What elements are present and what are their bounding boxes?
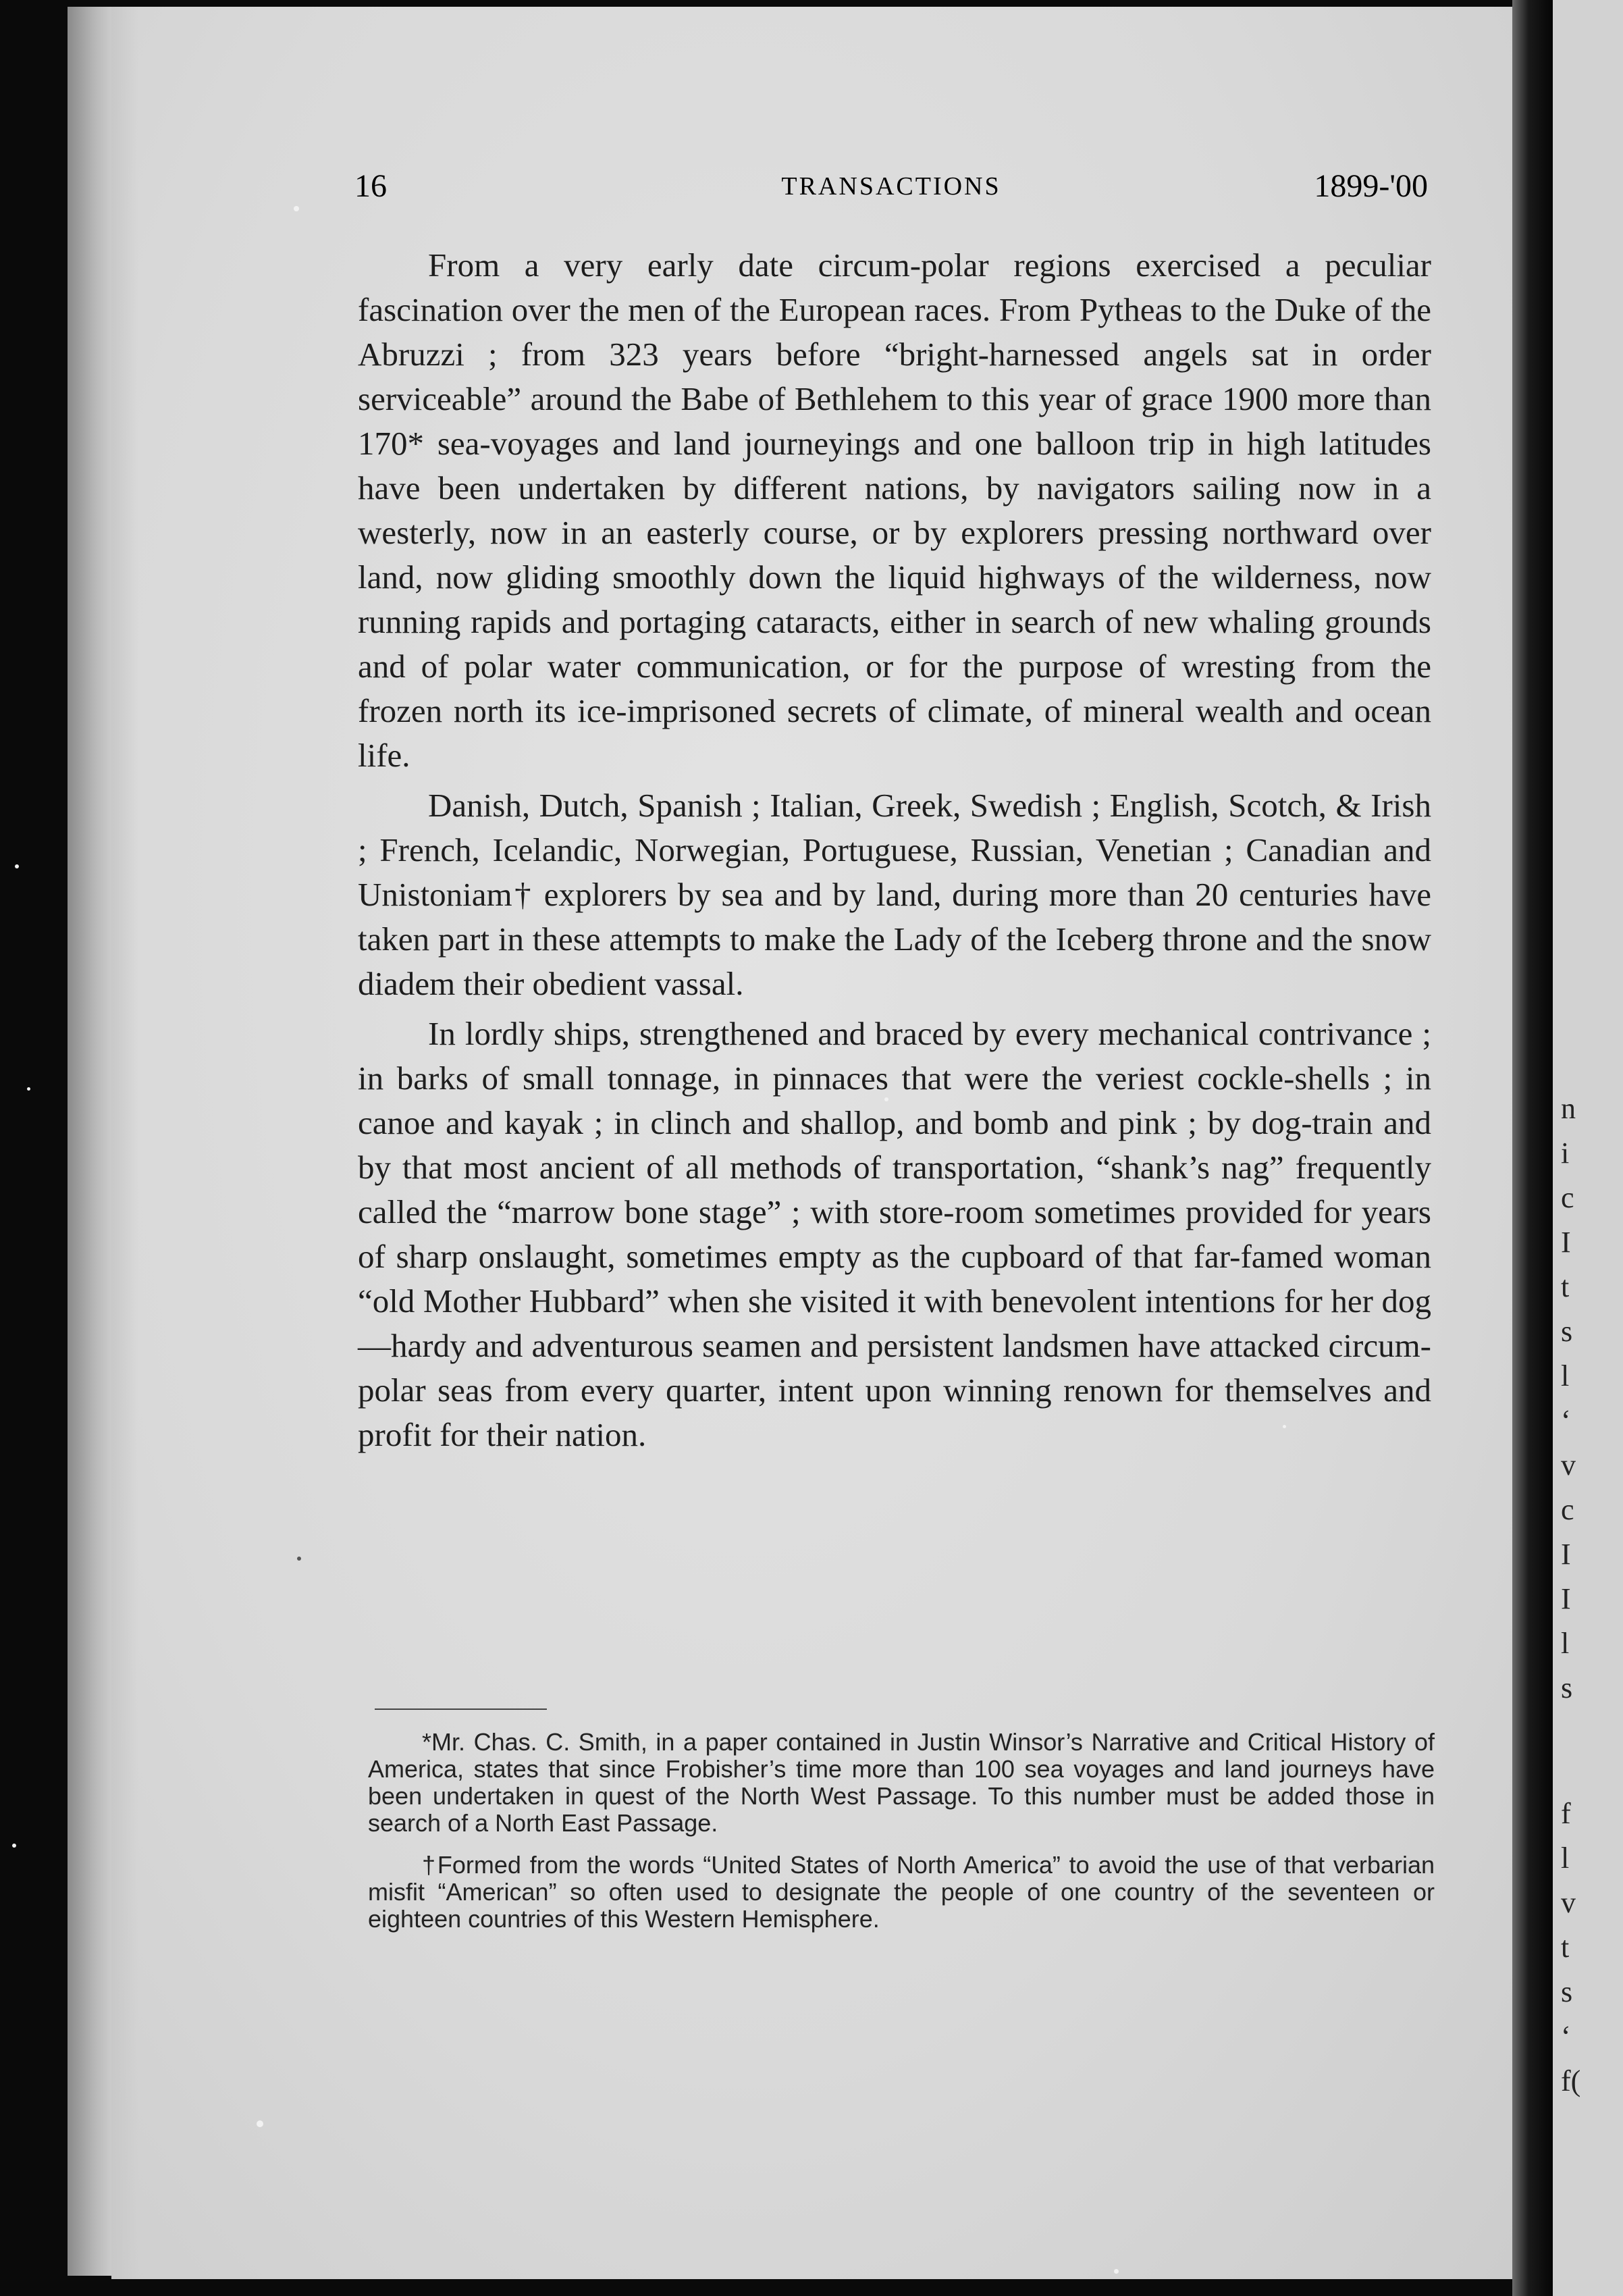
adjacent-page-fragment: t: [1561, 1931, 1570, 1964]
adjacent-page: [1553, 0, 1623, 2296]
running-title: TRANSACTIONS: [781, 172, 1001, 201]
scan-speck: [27, 1087, 30, 1091]
page-shadow: [111, 7, 138, 2279]
footnote: *Mr. Chas. C. Smith, in a paper contained in Justin Winsor’s Narrative and Critical History of America, states that since Frobisher’s time more than 100 sea voyages and land journeys have been undertaken in quest of the North West Passage. To this number must be added those in search of a North East Passage.: [368, 1728, 1435, 1837]
scan-speck: [257, 2120, 263, 2127]
adjacent-page-fragment: I: [1561, 1226, 1571, 1259]
scan-speck: [12, 1844, 16, 1848]
footnote-rule: [375, 1708, 547, 1710]
adjacent-page-fragment: n: [1561, 1092, 1576, 1125]
adjacent-page-fragment: I: [1561, 1582, 1571, 1615]
adjacent-page-fragment: l: [1561, 1359, 1570, 1392]
adjacent-page-fragment: f(: [1561, 2064, 1581, 2097]
paragraph: Danish, Dutch, Spanish ; Italian, Greek, Swedish ; English, Scotch, & Irish ; French, Icelandic, Norwegian, Portuguese, Russian, Venetian ; Canadian and Unistoniam† explorers by sea and by land, during more than 20 centuries have taken part in these attempts to make the Lady of the Iceberg throne and the snow diadem their obedient vassal.: [358, 787, 1431, 1002]
scan-speck: [297, 1557, 301, 1561]
adjacent-page-fragment: l: [1561, 1842, 1570, 1875]
adjacent-page-fragment: v: [1561, 1886, 1576, 1919]
scan-speck: [1283, 1425, 1286, 1428]
adjacent-page-fragment: I: [1561, 1538, 1571, 1571]
adjacent-page-fragment: s: [1561, 1975, 1573, 2008]
adjacent-page-fragment: v: [1561, 1449, 1576, 1482]
volume-year: 1899-'00: [1314, 168, 1428, 204]
adjacent-page-fragment: i: [1561, 1137, 1570, 1170]
footnotes: [368, 1729, 1435, 1948]
adjacent-page-fragment: l: [1561, 1627, 1570, 1660]
page-number: 16: [354, 168, 387, 204]
scan-speck: [884, 1097, 888, 1101]
adjacent-page-fragment: s: [1561, 1671, 1573, 1704]
paragraph: In lordly ships, strengthened and braced by every mechanical contrivance ; in barks of small tonnage, in pinnaces that were the veriest cockle-shells ; in canoe and kayak ; in clinch and shallop, and bomb and pink ; by dog-train and by that most ancient of all methods of transportation, “shank’s nag” frequently called the “marrow bone stage” ; with store-room sometimes provided for years of sharp onslaught, sometimes empty as the cupboard of that far-famed woman “old Mother Hubbard” when she visited it with benevolent intentions for her dog—hardy and adventurous seamen and persistent landsmen have attacked circum-polar seas from every quarter, intent upon winning renown for themselves and profit for their nation.: [358, 1015, 1431, 1453]
scan-speck: [294, 206, 299, 211]
page-stack-edge: [68, 7, 115, 2276]
running-header: [354, 167, 1428, 208]
book-gutter: [1512, 0, 1553, 2296]
main-text: [358, 243, 1431, 1463]
adjacent-page-fragment: f: [1561, 1797, 1571, 1830]
paragraph: From a very early date circum-polar regions exercised a peculiar fascination over the men of the European races. From Pytheas to the Duke of the Abruzzi ; from 323 years before “bright-harnessed angels sat in order serviceable” around the Babe of Bethlehem to this year of grace 1900 more than 170* sea-voyages and land journeyings and one balloon trip in high latitudes have been undertaken by different nations, by navigators sailing now in a westerly, now in an easterly course, or by explorers pressing northward over land, now gliding smoothly down the liquid highways of the wilderness, now running rapids and portaging cataracts, either in search of new whaling grounds and of polar water communication, or for the purpose of wresting from the frozen north its ice-imprisoned secrets of climate, of mineral wealth and ocean life.: [358, 246, 1431, 774]
scan-speck: [15, 864, 19, 868]
footnote: †Formed from the words “United States of North America” to avoid the use of that verbarian misfit “American” so often used to designate the people of one country of the seventeen or eighteen countries of this Western Hemisphere.: [368, 1851, 1435, 1933]
adjacent-page-fragment: s: [1561, 1315, 1573, 1348]
adjacent-page-fragment: t: [1561, 1270, 1570, 1303]
adjacent-page-fragment: c: [1561, 1493, 1574, 1526]
adjacent-page-fragment: ‘: [1561, 2020, 1571, 2053]
adjacent-page-fragment: c: [1561, 1181, 1574, 1214]
scan-speck: [1114, 2269, 1119, 2274]
adjacent-page-fragment: ‘: [1561, 1404, 1571, 1437]
